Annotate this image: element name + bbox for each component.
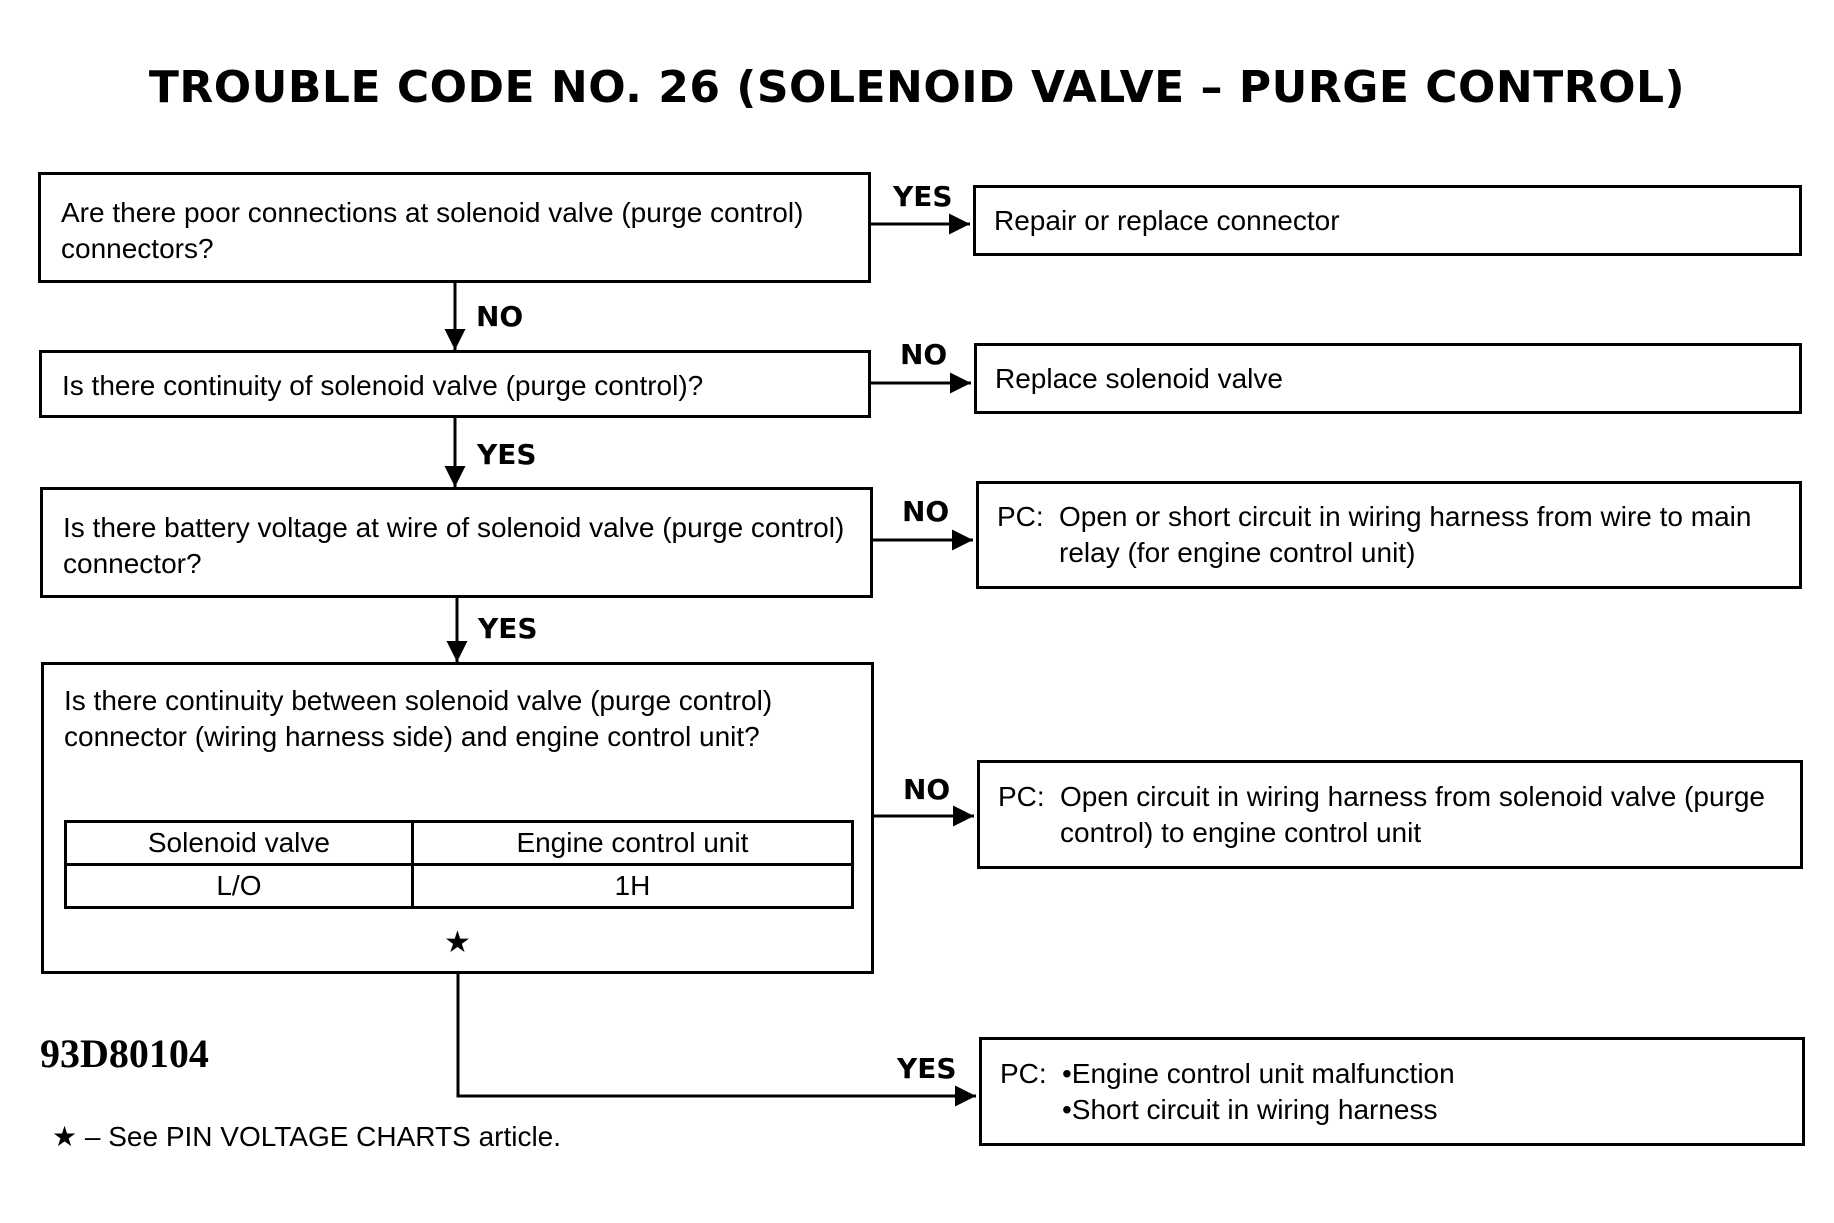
step2-question: Is there continuity of solenoid valve (purge control)?	[62, 370, 704, 401]
result1-box	[973, 185, 1802, 256]
footnote: ★ – See PIN VOLTAGE CHARTS article.	[52, 1121, 562, 1152]
result3-box	[976, 481, 1802, 589]
pin-table-header: Solenoid valve	[66, 822, 413, 865]
label-no-step3: NO	[902, 495, 950, 528]
label-yes-step4: YES	[897, 1052, 957, 1085]
result2-text: Replace solenoid valve	[995, 362, 1283, 394]
result5-item: •Short circuit in wiring harness	[1062, 1093, 1438, 1125]
pin-table-header-row	[66, 822, 853, 865]
step4-box	[41, 662, 874, 974]
result5-list	[1062, 1056, 1455, 1128]
label-no-step4: NO	[903, 773, 951, 806]
label-yes-step3: YES	[478, 612, 538, 645]
label-no-step2: NO	[900, 338, 948, 371]
step3-box	[40, 487, 873, 598]
result5-content	[1000, 1056, 1455, 1128]
result3-text: Open or short circuit in wiring harness from wire to main relay (for engine control unit)	[1059, 501, 1752, 568]
label-no-step1: NO	[476, 300, 524, 333]
label-yes-step2: YES	[477, 438, 537, 471]
result3-content	[997, 499, 1781, 571]
star-icon: ★	[444, 926, 471, 959]
result3-prefix: PC:	[997, 501, 1044, 532]
chart-title: TROUBLE CODE NO. 26 (SOLENOID VALVE – PURGE CONTROL)	[148, 62, 1686, 113]
step1-question: Are there poor connections at solenoid valve (purge control) connectors?	[61, 197, 804, 264]
label-yes-step1: YES	[893, 180, 953, 213]
result4-prefix: PC:	[998, 780, 1045, 812]
pin-table-row	[66, 865, 853, 908]
pin-table-cell: 1H	[412, 865, 852, 908]
result2-box	[974, 343, 1802, 414]
step3-question: Is there battery voltage at wire of solenoid valve (purge control) connector?	[63, 512, 845, 579]
result4-box	[977, 760, 1803, 869]
result4-text: Open circuit in wiring harness from solenoid valve (purge control) to engine control unit	[1060, 780, 1765, 848]
result4-content	[998, 779, 1782, 851]
pin-table-cell: L/O	[66, 865, 413, 908]
figure-id: 93D80104	[40, 1031, 209, 1076]
result1-text: Repair or replace connector	[994, 204, 1340, 236]
result5-item: •Engine control unit malfunction	[1062, 1057, 1455, 1089]
step1-box	[38, 172, 871, 283]
pin-table-header: Engine control unit	[412, 822, 852, 865]
step2-box	[39, 350, 871, 418]
pin-table	[64, 820, 854, 909]
result5-prefix: PC:	[1000, 1057, 1047, 1089]
result5-box	[979, 1037, 1805, 1146]
step4-question: Is there continuity between solenoid valve (purge control) connector (wiring harness side) and engine control unit?	[64, 685, 773, 752]
